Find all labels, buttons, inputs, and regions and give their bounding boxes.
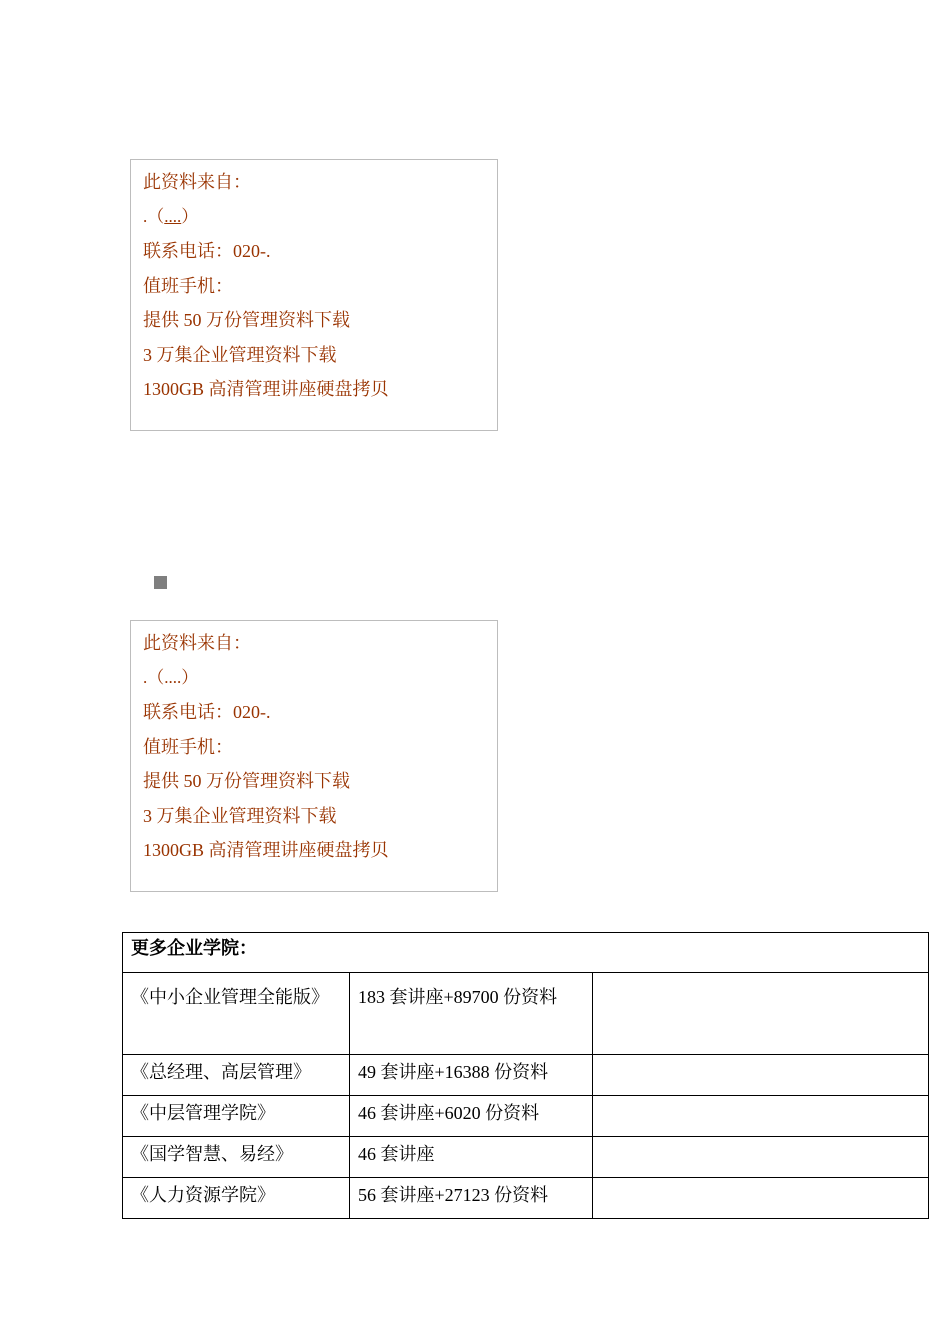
offer-line-1: 提供 50 万份管理资料下载 [143, 310, 350, 330]
square-bullet-icon [154, 576, 167, 589]
phone-line: 联系电话：020-. [143, 702, 271, 722]
link-suffix: ） [181, 206, 199, 226]
mobile-line: 值班手机： [143, 736, 233, 757]
offer-line-2: 3 万集企业管理资料下载 [143, 344, 337, 365]
table-row [123, 1178, 929, 1219]
academy-extra [593, 973, 929, 1055]
info-box-bottom [130, 620, 498, 892]
table-row [123, 1096, 929, 1137]
academy-content: 183 套讲座+89700 份资料 [350, 973, 593, 1055]
academy-extra [593, 1137, 929, 1178]
academy-content: 46 套讲座 [350, 1137, 593, 1178]
offer-line-3: 1300GB 高清管理讲座硬盘拷贝 [143, 379, 389, 399]
academy-content: 56 套讲座+27123 份资料 [350, 1178, 593, 1219]
info-box-top [130, 159, 498, 431]
offer-line-3: 1300GB 高清管理讲座硬盘拷贝 [143, 840, 389, 860]
offer-line-1: 提供 50 万份管理资料下载 [143, 771, 350, 791]
academy-extra [593, 1055, 929, 1096]
offer-line-2: 3 万集企业管理资料下载 [143, 805, 337, 826]
source-label: 此资料来自： [143, 172, 251, 192]
academy-name: 《总经理、高层管理》 [123, 1055, 350, 1096]
academy-name: 《人力资源学院》 [123, 1178, 350, 1219]
mobile-line: 值班手机： [143, 275, 233, 296]
academy-name: 《国学智慧、易经》 [123, 1137, 350, 1178]
academy-table [122, 932, 929, 1219]
academy-content: 49 套讲座+16388 份资料 [350, 1055, 593, 1096]
table-row [123, 973, 929, 1055]
academy-table-header: 更多企业学院： [123, 933, 929, 973]
table-row [123, 1137, 929, 1178]
phone-line: 联系电话：020-. [143, 241, 271, 261]
link-prefix: .（ [143, 206, 165, 226]
academy-name: 《中小企业管理全能版》 [123, 973, 350, 1055]
source-link[interactable]: .... [164, 206, 182, 226]
source-link-line: .（....） [143, 667, 199, 687]
source-label: 此资料来自： [143, 633, 251, 653]
academy-extra [593, 1178, 929, 1219]
academy-name: 《中层管理学院》 [123, 1096, 350, 1137]
table-row [123, 1055, 929, 1096]
academy-content: 46 套讲座+6020 份资料 [350, 1096, 593, 1137]
academy-extra [593, 1096, 929, 1137]
source-link-line [143, 200, 497, 235]
